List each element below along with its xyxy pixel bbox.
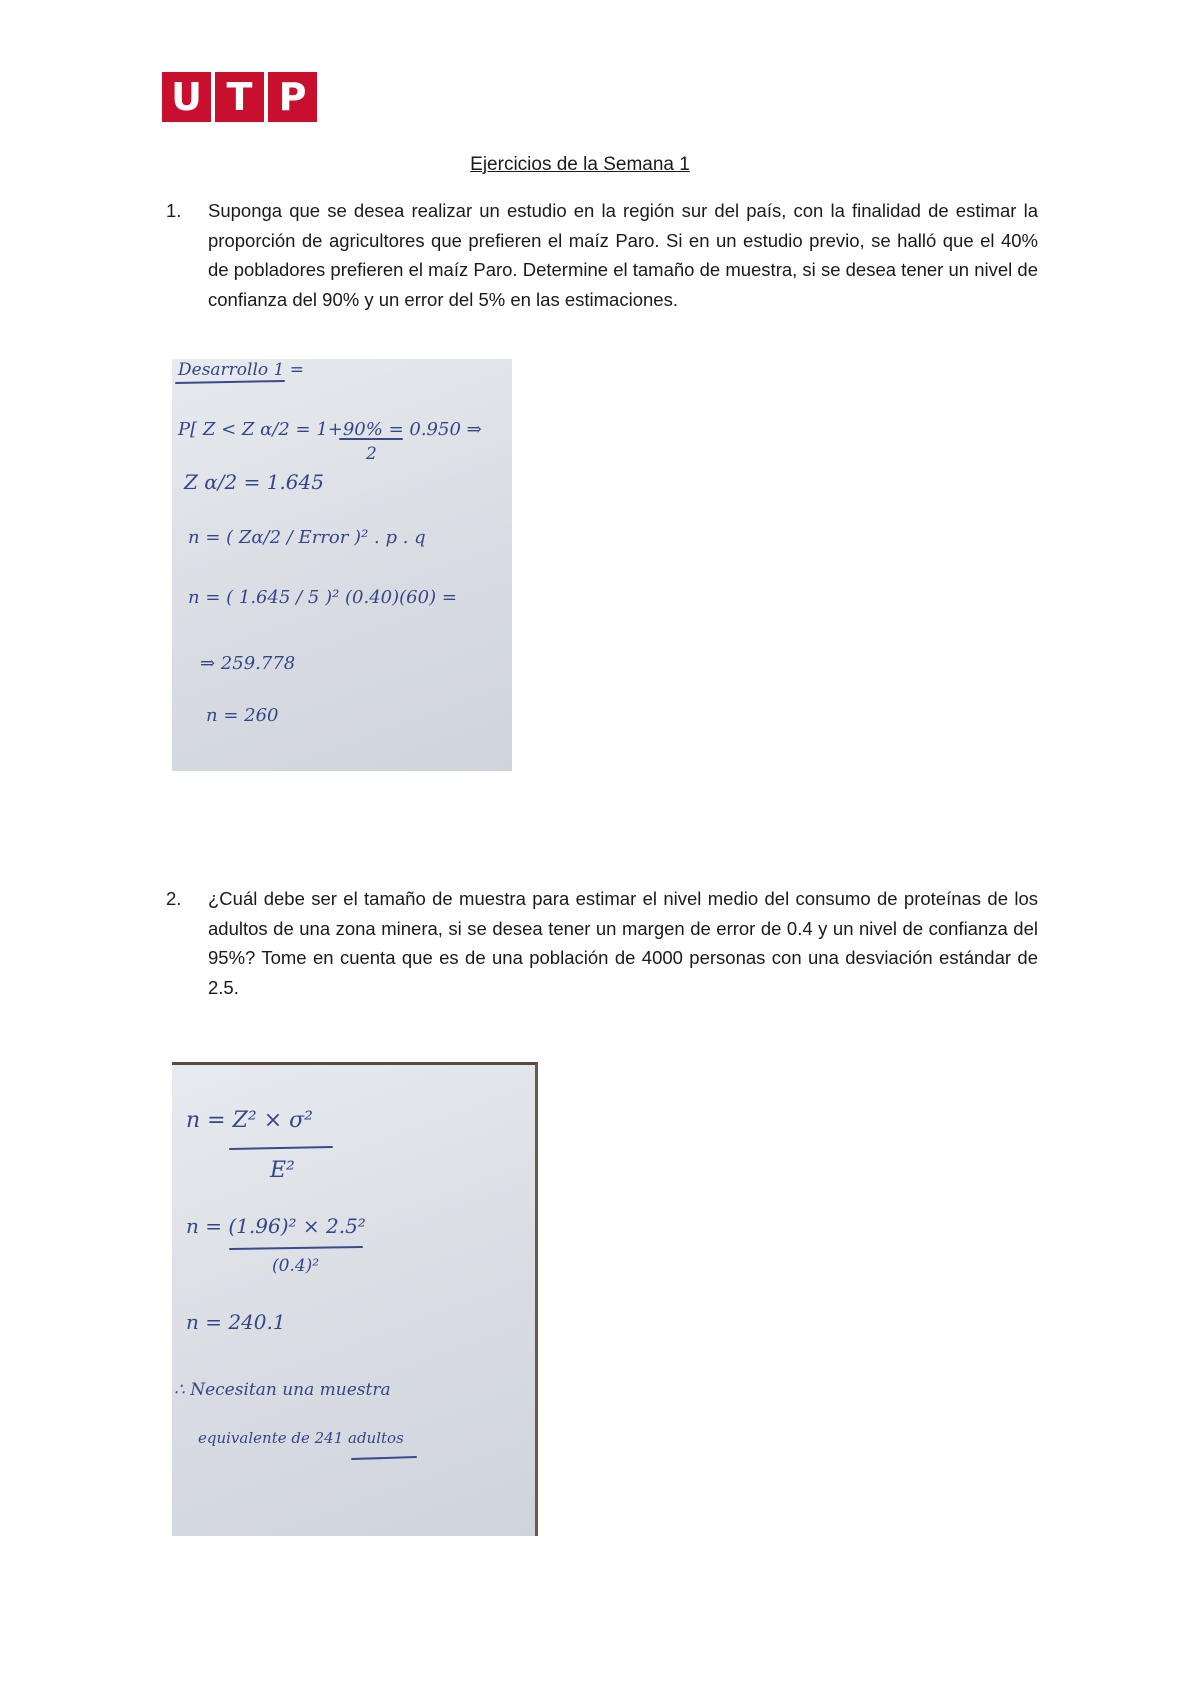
logo-letter-t: T <box>215 72 264 122</box>
exercise-1-number: 1. <box>166 200 182 221</box>
hw1-heading-underline <box>176 381 284 383</box>
hw2-line4: ∴ Necesitan una muestra <box>174 1380 391 1400</box>
handwritten-solution-1-photo <box>172 359 512 771</box>
hw2-fraction-bar-2 <box>230 1247 362 1249</box>
logo-letter-p: P <box>268 72 317 122</box>
exercise-2 <box>166 884 1038 1002</box>
exercise-2-number: 2. <box>166 888 182 909</box>
exercise-2-text: ¿Cuál debe ser el tamaño de muestra para estimar el nivel medio del consumo de proteínas de los adultos de una zona minera, si se desea tener un margen de error de 0.4 y un nivel de confianza del 95%? Tome en cuenta que es de una población de 4000 personas con una desviación estándar de 2.5. <box>208 888 1038 998</box>
hw2-underline <box>352 1457 416 1459</box>
hw1-line1: P[ Z < Z α/2 = 1+90% = 0.950 ⇒ <box>178 419 482 440</box>
hw2-line2-denominator: (0.4)² <box>272 1256 320 1276</box>
page-title: Ejercicios de la Semana 1 <box>470 154 690 175</box>
exercise-1-text: Suponga que se desea realizar un estudio en la región sur del país, con la finalidad de estimar la proporción de agricultores que prefieren el maíz Paro. Si en un estudio previo, se halló que el 40% de pobladores prefieren el maíz Paro. Determine el tamaño de muestra, si se desea tener un nivel de confianza del 90% y un error del 5% en las estimaciones. <box>208 200 1038 310</box>
hw2-line5: equivalente de 241 adultos <box>198 1429 404 1447</box>
hw1-line6: n = 260 <box>206 705 279 726</box>
hw2-fraction-bar-1 <box>230 1147 332 1149</box>
hw1-heading: Desarrollo 1 = <box>178 360 305 380</box>
handwritten-solution-2-photo <box>172 1062 538 1536</box>
hw2-line2: n = (1.96)² × 2.5² <box>186 1214 366 1238</box>
hw1-line4: n = ( 1.645 / 5 )² (0.40)(60) = <box>188 587 457 608</box>
utp-logo <box>162 72 317 122</box>
hw1-line1-denominator: 2 <box>366 444 377 464</box>
hw2-line1-denominator: E² <box>270 1158 295 1183</box>
hw1-line3: n = ( Zα/2 / Error )² . p . q <box>188 527 426 548</box>
hw1-line2: Z α/2 = 1.645 <box>184 470 324 494</box>
hw2-line3: n = 240.1 <box>186 1310 286 1334</box>
hw2-line1: n = Z² × σ² <box>186 1108 313 1133</box>
hw1-line5: ⇒ 259.778 <box>200 653 296 674</box>
exercise-1 <box>166 196 1038 314</box>
logo-letter-u: U <box>162 72 211 122</box>
